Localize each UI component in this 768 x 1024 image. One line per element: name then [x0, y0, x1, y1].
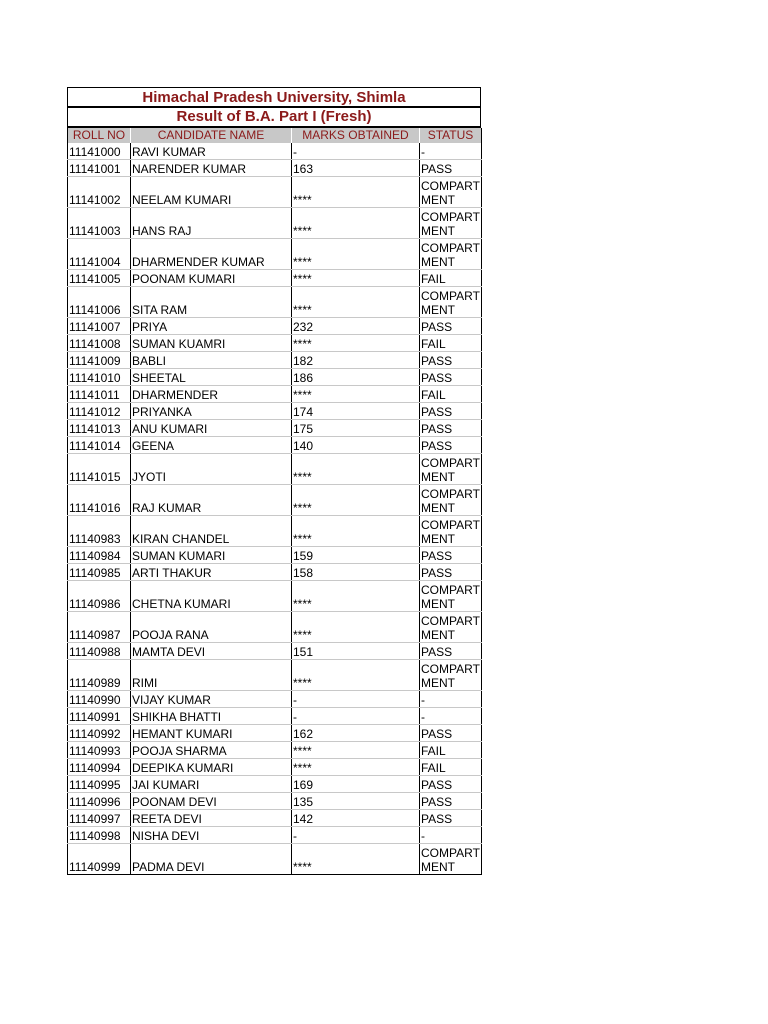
- roll-cell: 11141003: [68, 208, 131, 239]
- name-cell: POONAM DEVI: [131, 793, 292, 810]
- table-row: [68, 420, 482, 437]
- table-row: [68, 454, 482, 485]
- marks-cell: 135: [292, 793, 420, 810]
- status-cell: PASS: [420, 547, 482, 564]
- name-cell: REETA DEVI: [131, 810, 292, 827]
- status-cell: PASS: [420, 564, 482, 581]
- table-row: [68, 403, 482, 420]
- roll-cell: 11140990: [68, 691, 131, 708]
- table-row: [68, 143, 482, 160]
- name-cell: NARENDER KUMAR: [131, 160, 292, 177]
- name-cell: POOJA RANA: [131, 612, 292, 643]
- name-cell: SUMAN KUMARI: [131, 547, 292, 564]
- table-row: [68, 160, 482, 177]
- status-cell: COMPARTMENT: [420, 454, 482, 485]
- marks-cell: 140: [292, 437, 420, 454]
- marks-cell: ****: [292, 287, 420, 318]
- roll-cell: 11141002: [68, 177, 131, 208]
- status-cell: COMPARTMENT: [420, 177, 482, 208]
- table-row: [68, 810, 482, 827]
- roll-cell: 11141013: [68, 420, 131, 437]
- name-cell: SHIKHA BHATTI: [131, 708, 292, 725]
- roll-cell: 11141015: [68, 454, 131, 485]
- marks-cell: 142: [292, 810, 420, 827]
- status-cell: FAIL: [420, 270, 482, 287]
- roll-cell: 11141010: [68, 369, 131, 386]
- result-table: [67, 128, 482, 875]
- roll-cell: 11141012: [68, 403, 131, 420]
- table-row: [68, 691, 482, 708]
- marks-cell: ****: [292, 239, 420, 270]
- status-cell: COMPARTMENT: [420, 208, 482, 239]
- table-row: [68, 335, 482, 352]
- status-cell: PASS: [420, 776, 482, 793]
- status-cell: PASS: [420, 643, 482, 660]
- marks-cell: ****: [292, 386, 420, 403]
- marks-cell: 158: [292, 564, 420, 581]
- name-cell: DHARMENDER KUMAR: [131, 239, 292, 270]
- status-cell: -: [420, 708, 482, 725]
- status-cell: COMPARTMENT: [420, 287, 482, 318]
- roll-cell: 11141008: [68, 335, 131, 352]
- table-body: [68, 143, 482, 875]
- status-cell: COMPARTMENT: [420, 581, 482, 612]
- table-row: [68, 725, 482, 742]
- name-cell: NISHA DEVI: [131, 827, 292, 844]
- marks-cell: ****: [292, 742, 420, 759]
- marks-cell: -: [292, 691, 420, 708]
- result-sheet: [67, 87, 481, 875]
- table-row: [68, 827, 482, 844]
- roll-cell: 11140986: [68, 581, 131, 612]
- roll-cell: 11140991: [68, 708, 131, 725]
- status-cell: -: [420, 691, 482, 708]
- table-row: [68, 612, 482, 643]
- roll-cell: 11140998: [68, 827, 131, 844]
- name-cell: PRIYANKA: [131, 403, 292, 420]
- name-cell: NEELAM KUMARI: [131, 177, 292, 208]
- name-cell: JYOTI: [131, 454, 292, 485]
- name-cell: RAJ KUMAR: [131, 485, 292, 516]
- table-row: [68, 547, 482, 564]
- status-cell: PASS: [420, 810, 482, 827]
- name-cell: CHETNA KUMARI: [131, 581, 292, 612]
- name-cell: BABLI: [131, 352, 292, 369]
- roll-cell: 11140988: [68, 643, 131, 660]
- marks-cell: 174: [292, 403, 420, 420]
- table-row: [68, 564, 482, 581]
- name-cell: ANU KUMARI: [131, 420, 292, 437]
- roll-cell: 11140983: [68, 516, 131, 547]
- result-subtitle: Result of B.A. Part I (Fresh): [67, 108, 481, 128]
- marks-cell: ****: [292, 612, 420, 643]
- table-row: [68, 208, 482, 239]
- name-cell: DHARMENDER: [131, 386, 292, 403]
- roll-cell: 11140995: [68, 776, 131, 793]
- name-cell: KIRAN CHANDEL: [131, 516, 292, 547]
- roll-cell: 11140984: [68, 547, 131, 564]
- name-cell: SUMAN KUAMRI: [131, 335, 292, 352]
- roll-cell: 11141007: [68, 318, 131, 335]
- status-cell: PASS: [420, 160, 482, 177]
- roll-cell: 11141006: [68, 287, 131, 318]
- roll-cell: 11141001: [68, 160, 131, 177]
- marks-cell: ****: [292, 516, 420, 547]
- marks-cell: ****: [292, 844, 420, 875]
- table-row: [68, 844, 482, 875]
- table-row: [68, 581, 482, 612]
- roll-cell: 11140997: [68, 810, 131, 827]
- roll-cell: 11140987: [68, 612, 131, 643]
- status-cell: PASS: [420, 793, 482, 810]
- marks-cell: 232: [292, 318, 420, 335]
- table-row: [68, 485, 482, 516]
- status-cell: PASS: [420, 725, 482, 742]
- roll-cell: 11140999: [68, 844, 131, 875]
- marks-cell: ****: [292, 208, 420, 239]
- table-row: [68, 352, 482, 369]
- name-cell: RIMI: [131, 660, 292, 691]
- status-cell: PASS: [420, 403, 482, 420]
- name-cell: JAI KUMARI: [131, 776, 292, 793]
- name-cell: RAVI KUMAR: [131, 143, 292, 160]
- roll-cell: 11140993: [68, 742, 131, 759]
- table-row: [68, 708, 482, 725]
- header-candidate-name: CANDIDATE NAME: [131, 128, 292, 143]
- table-row: [68, 437, 482, 454]
- marks-cell: ****: [292, 270, 420, 287]
- roll-cell: 11141004: [68, 239, 131, 270]
- status-cell: COMPARTMENT: [420, 516, 482, 547]
- table-header-row: [68, 128, 482, 143]
- roll-cell: 11141005: [68, 270, 131, 287]
- status-cell: COMPARTMENT: [420, 844, 482, 875]
- marks-cell: ****: [292, 581, 420, 612]
- roll-cell: 11140985: [68, 564, 131, 581]
- roll-cell: 11140989: [68, 660, 131, 691]
- name-cell: SITA RAM: [131, 287, 292, 318]
- roll-cell: 11140994: [68, 759, 131, 776]
- marks-cell: 162: [292, 725, 420, 742]
- marks-cell: -: [292, 143, 420, 160]
- status-cell: FAIL: [420, 759, 482, 776]
- name-cell: POONAM KUMARI: [131, 270, 292, 287]
- status-cell: PASS: [420, 318, 482, 335]
- university-title: Himachal Pradesh University, Shimla: [67, 87, 481, 108]
- roll-cell: 11141009: [68, 352, 131, 369]
- name-cell: SHEETAL: [131, 369, 292, 386]
- status-cell: COMPARTMENT: [420, 485, 482, 516]
- status-cell: FAIL: [420, 742, 482, 759]
- name-cell: VIJAY KUMAR: [131, 691, 292, 708]
- status-cell: FAIL: [420, 335, 482, 352]
- table-row: [68, 759, 482, 776]
- marks-cell: 186: [292, 369, 420, 386]
- table-row: [68, 793, 482, 810]
- table-row: [68, 386, 482, 403]
- name-cell: GEENA: [131, 437, 292, 454]
- status-cell: COMPARTMENT: [420, 612, 482, 643]
- status-cell: -: [420, 143, 482, 160]
- name-cell: MAMTA DEVI: [131, 643, 292, 660]
- marks-cell: ****: [292, 485, 420, 516]
- roll-cell: 11141016: [68, 485, 131, 516]
- table-row: [68, 742, 482, 759]
- header-marks-obtained: MARKS OBTAINED: [292, 128, 420, 143]
- table-row: [68, 660, 482, 691]
- marks-cell: ****: [292, 454, 420, 485]
- table-row: [68, 270, 482, 287]
- table-row: [68, 287, 482, 318]
- table-row: [68, 516, 482, 547]
- name-cell: DEEPIKA KUMARI: [131, 759, 292, 776]
- name-cell: HEMANT KUMARI: [131, 725, 292, 742]
- name-cell: ARTI THAKUR: [131, 564, 292, 581]
- marks-cell: -: [292, 708, 420, 725]
- marks-cell: ****: [292, 177, 420, 208]
- status-cell: FAIL: [420, 386, 482, 403]
- marks-cell: 163: [292, 160, 420, 177]
- name-cell: PRIYA: [131, 318, 292, 335]
- marks-cell: 175: [292, 420, 420, 437]
- marks-cell: 169: [292, 776, 420, 793]
- marks-cell: ****: [292, 660, 420, 691]
- header-status: STATUS: [420, 128, 482, 143]
- header-roll-no: ROLL NO: [68, 128, 131, 143]
- roll-cell: 11140992: [68, 725, 131, 742]
- table-row: [68, 776, 482, 793]
- roll-cell: 11141000: [68, 143, 131, 160]
- status-cell: PASS: [420, 352, 482, 369]
- name-cell: HANS RAJ: [131, 208, 292, 239]
- status-cell: COMPARTMENT: [420, 239, 482, 270]
- table-row: [68, 643, 482, 660]
- roll-cell: 11140996: [68, 793, 131, 810]
- marks-cell: -: [292, 827, 420, 844]
- status-cell: -: [420, 827, 482, 844]
- table-row: [68, 369, 482, 386]
- marks-cell: 151: [292, 643, 420, 660]
- marks-cell: ****: [292, 759, 420, 776]
- marks-cell: ****: [292, 335, 420, 352]
- marks-cell: 159: [292, 547, 420, 564]
- table-row: [68, 177, 482, 208]
- status-cell: PASS: [420, 369, 482, 386]
- status-cell: PASS: [420, 437, 482, 454]
- table-row: [68, 239, 482, 270]
- marks-cell: 182: [292, 352, 420, 369]
- status-cell: COMPARTMENT: [420, 660, 482, 691]
- status-cell: PASS: [420, 420, 482, 437]
- name-cell: POOJA SHARMA: [131, 742, 292, 759]
- roll-cell: 11141011: [68, 386, 131, 403]
- name-cell: PADMA DEVI: [131, 844, 292, 875]
- roll-cell: 11141014: [68, 437, 131, 454]
- table-row: [68, 318, 482, 335]
